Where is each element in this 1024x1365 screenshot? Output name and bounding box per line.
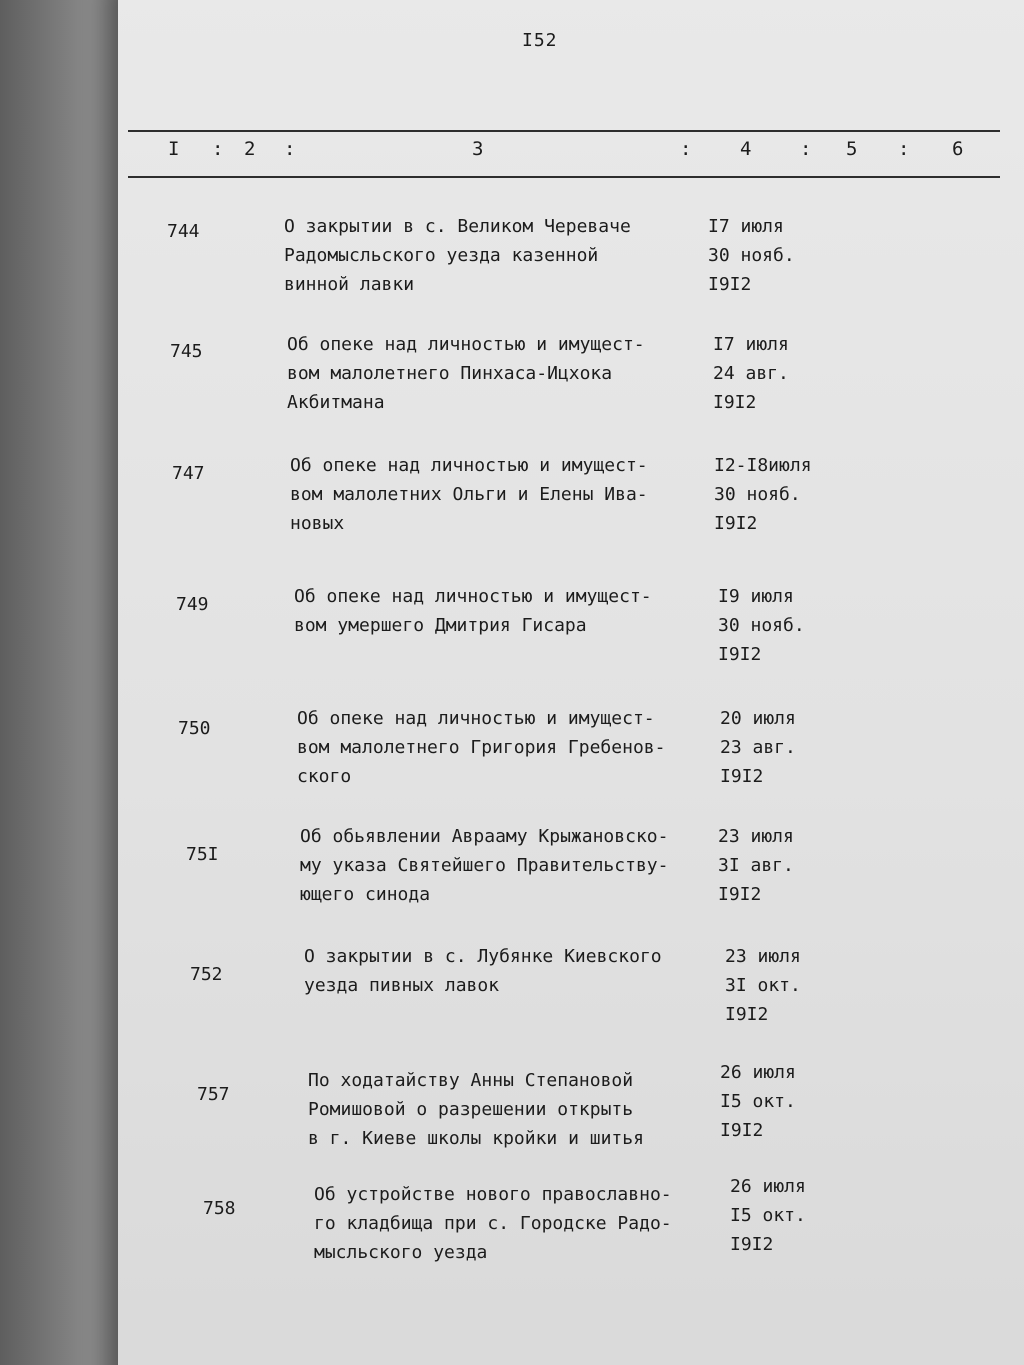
entry-date-start: I9 июля bbox=[718, 586, 794, 607]
entry-year: I9I2 bbox=[708, 274, 752, 295]
entry-date-start: 23 июля bbox=[718, 826, 794, 847]
entry-dates bbox=[718, 582, 805, 669]
entry-row bbox=[0, 451, 1024, 561]
column-separator: : bbox=[212, 138, 224, 160]
entry-row bbox=[0, 822, 1024, 932]
entry-dates bbox=[720, 704, 796, 791]
entry-number: 758 bbox=[203, 1198, 236, 1219]
entry-row bbox=[0, 942, 1024, 1052]
entry-dates bbox=[720, 1058, 796, 1145]
entry-dates bbox=[730, 1172, 806, 1259]
entry-date-end: 24 авг. bbox=[713, 363, 789, 384]
entry-year: I9I2 bbox=[713, 392, 757, 413]
column-header-6: 6 bbox=[952, 138, 964, 160]
entry-year: I9I2 bbox=[720, 766, 764, 787]
entry-date-end: 3I авг. bbox=[718, 855, 794, 876]
entry-description-line: му указа Святейшего Правительству- bbox=[300, 855, 669, 876]
entry-description-line: вом малолетнего Пинхаса-Ицхока bbox=[287, 363, 613, 384]
column-separator: : bbox=[284, 138, 296, 160]
entry-date-end: 30 нояб. bbox=[718, 615, 805, 636]
entry-dates bbox=[708, 212, 795, 299]
entry-row bbox=[0, 330, 1024, 440]
entry-description bbox=[297, 704, 665, 791]
column-header-3: 3 bbox=[472, 138, 484, 160]
entry-date-end: 30 нояб. bbox=[708, 245, 795, 266]
entry-date-start: 26 июля bbox=[730, 1176, 806, 1197]
entry-dates bbox=[725, 942, 801, 1029]
entry-dates bbox=[714, 451, 812, 538]
entry-number: 745 bbox=[170, 341, 203, 362]
entry-description-line: Об обьявлении Аврааму Крыжановско- bbox=[300, 826, 669, 847]
entry-description-line: винной лавки bbox=[284, 274, 415, 295]
entry-number: 752 bbox=[190, 964, 223, 985]
entry-row bbox=[0, 704, 1024, 814]
entry-date-end: I5 окт. bbox=[720, 1091, 796, 1112]
entry-number: 744 bbox=[167, 221, 200, 242]
entry-number: 75I bbox=[186, 844, 219, 865]
entry-description-line: Ромишовой о разрешении открыть bbox=[308, 1099, 634, 1120]
entry-description-line: вом умершего Дмитрия Гисара bbox=[294, 615, 587, 636]
entry-year: I9I2 bbox=[720, 1120, 764, 1141]
entry-description-line: ющего синода bbox=[300, 884, 431, 905]
column-header-2: 2 bbox=[244, 138, 256, 160]
entry-date-end: 23 авг. bbox=[720, 737, 796, 758]
entry-year: I9I2 bbox=[718, 884, 762, 905]
entry-description-line: уезда пивных лавок bbox=[304, 975, 500, 996]
page-number: I52 bbox=[522, 30, 558, 51]
entry-description bbox=[290, 451, 648, 538]
entry-description-line: го кладбища при с. Городске Радо- bbox=[314, 1213, 672, 1234]
entry-description-line: По ходатайству Анны Степановой bbox=[308, 1070, 634, 1091]
entry-description-line: Об устройстве нового православно- bbox=[314, 1184, 672, 1205]
entry-description-line: Акбитмана bbox=[287, 392, 385, 413]
entry-row bbox=[0, 1172, 1024, 1282]
entry-description-line: Об опеке над личностью и имущест- bbox=[290, 455, 648, 476]
entry-year: I9I2 bbox=[725, 1004, 769, 1025]
entry-description-line: Об опеке над личностью и имущест- bbox=[297, 708, 655, 729]
entry-description-line: Радомысльского уезда казенной bbox=[284, 245, 599, 266]
entry-number: 747 bbox=[172, 463, 205, 484]
entry-description bbox=[304, 942, 662, 1000]
entry-year: I9I2 bbox=[718, 644, 762, 665]
entry-description bbox=[314, 1180, 672, 1267]
header-top-rule bbox=[128, 130, 1000, 132]
entry-description-line: ского bbox=[297, 766, 352, 787]
entry-number: 749 bbox=[176, 594, 209, 615]
entry-description-line: Об опеке над личностью и имущест- bbox=[294, 586, 652, 607]
entry-description bbox=[308, 1066, 644, 1153]
entry-description-line: О закрытии в с. Лубянке Киевского bbox=[304, 946, 662, 967]
column-separator: : bbox=[680, 138, 692, 160]
entry-date-start: 23 июля bbox=[725, 946, 801, 967]
entry-date-start: 20 июля bbox=[720, 708, 796, 729]
header-bottom-rule bbox=[128, 176, 1000, 178]
entry-date-end: I5 окт. bbox=[730, 1205, 806, 1226]
entry-dates bbox=[718, 822, 794, 909]
entry-row bbox=[0, 212, 1024, 322]
entry-description bbox=[300, 822, 668, 909]
entry-date-end: 3I окт. bbox=[725, 975, 801, 996]
entry-description bbox=[284, 212, 631, 299]
column-header-1: I bbox=[168, 138, 180, 160]
entry-year: I9I2 bbox=[730, 1234, 774, 1255]
entry-description-line: мысльского уезда bbox=[314, 1242, 488, 1263]
entry-number: 757 bbox=[197, 1084, 230, 1105]
entry-description-line: Об опеке над личностью и имущест- bbox=[287, 334, 645, 355]
entry-description bbox=[287, 330, 645, 417]
entry-description-line: новых bbox=[290, 513, 345, 534]
entry-row bbox=[0, 1058, 1024, 1168]
column-header-row bbox=[160, 138, 1000, 174]
column-header-4: 4 bbox=[740, 138, 752, 160]
entry-date-start: I2-I8июля bbox=[714, 455, 812, 476]
column-separator: : bbox=[800, 138, 812, 160]
entry-row bbox=[0, 582, 1024, 692]
entry-dates bbox=[713, 330, 789, 417]
column-header-5: 5 bbox=[846, 138, 858, 160]
entry-date-start: I7 июля bbox=[713, 334, 789, 355]
entry-description-line: О закрытии в с. Великом Череваче bbox=[284, 216, 631, 237]
entry-date-start: 26 июля bbox=[720, 1062, 796, 1083]
entry-description-line: вом малолетнего Григория Гребенов- bbox=[297, 737, 666, 758]
entry-date-end: 30 нояб. bbox=[714, 484, 801, 505]
entry-date-start: I7 июля bbox=[708, 216, 784, 237]
column-separator: : bbox=[898, 138, 910, 160]
entry-number: 750 bbox=[178, 718, 211, 739]
entry-description-line: в г. Киеве школы кройки и шитья bbox=[308, 1128, 644, 1149]
entry-year: I9I2 bbox=[714, 513, 758, 534]
entry-description bbox=[294, 582, 652, 640]
entry-description-line: вом малолетних Ольги и Елены Ива- bbox=[290, 484, 648, 505]
